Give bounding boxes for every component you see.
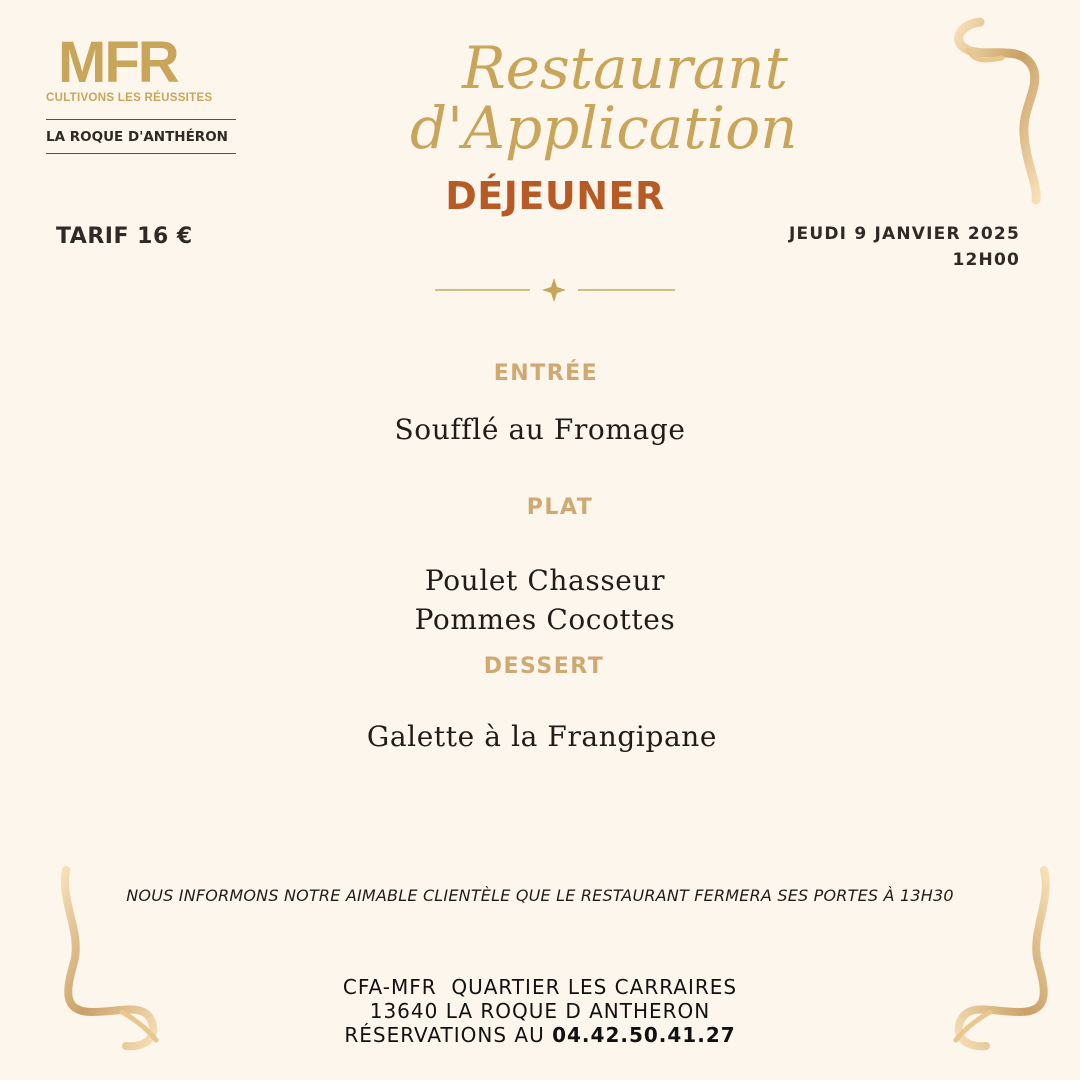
price-label: TARIF 16 €	[56, 224, 193, 249]
closing-notice: NOUS INFORMONS NOTRE AIMABLE CLIENTÈLE QUE LE RESTAURANT FERMERA SES PORTES À 13H30	[126, 886, 954, 905]
event-date: JEUDI 9 JANVIER 2025	[789, 224, 1020, 244]
logo-divider-top	[46, 119, 236, 120]
title-line-1: Restaurant	[462, 34, 788, 102]
ribbon-top-right-icon	[940, 14, 1050, 206]
ornament-divider	[430, 276, 680, 304]
dish-entree-1: Soufflé au Fromage	[394, 413, 686, 446]
restaurant-title	[400, 10, 820, 170]
course-label-entree: ENTRÉE	[493, 361, 599, 386]
address-line-1: CFA-MFR QUARTIER LES CARRAIRES	[342, 975, 738, 999]
event-date-block	[789, 221, 1020, 273]
star-icon	[542, 278, 566, 302]
dish-plat-2: Pommes Cocottes	[414, 603, 676, 636]
course-label-plat: PLAT	[526, 495, 594, 520]
logo-letters: MFR	[58, 30, 178, 95]
ribbon-bottom-left-icon	[52, 862, 172, 1058]
meal-title: DÉJEUNER	[445, 174, 665, 218]
address-line-2: 13640 LA ROQUE D ANTHERON	[369, 999, 711, 1023]
title-line-2: d'Application	[410, 94, 798, 162]
logo-divider-bottom	[46, 153, 236, 154]
logo-place: LA ROQUE D'ANTHÉRON	[46, 129, 228, 145]
event-time: 12H00	[952, 250, 1020, 270]
mfr-logo	[46, 30, 238, 154]
logo-mark	[46, 30, 238, 95]
dish-dessert-1: Galette à la Frangipane	[366, 720, 718, 753]
logo-tagline: CULTIVONS LES RÉUSSITES	[46, 92, 213, 104]
ribbon-bottom-right-icon	[940, 862, 1060, 1058]
phone-number[interactable]: 04.42.50.41.27	[552, 1023, 736, 1047]
reservation-label: RÉSERVATIONS AU	[344, 1023, 553, 1047]
course-label-dessert: DESSERT	[483, 654, 605, 679]
dish-plat-1: Poulet Chasseur	[424, 564, 666, 597]
